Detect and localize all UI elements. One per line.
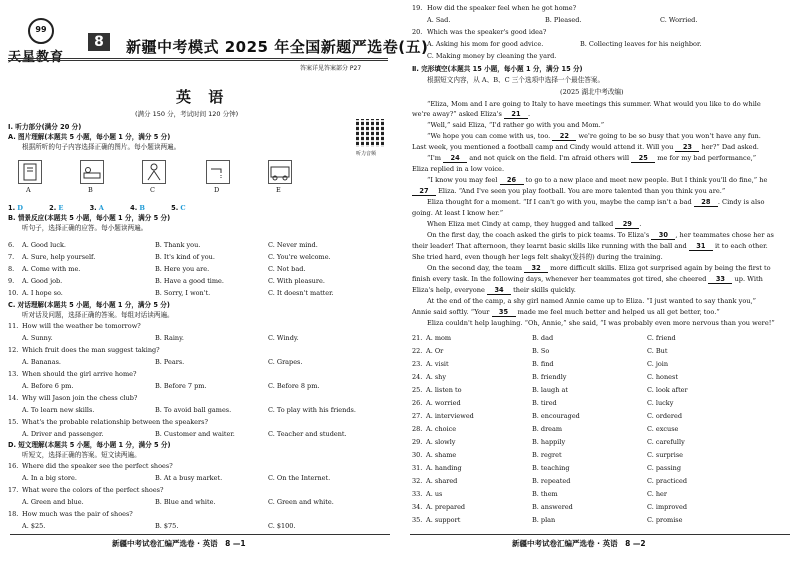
- right-column: [400, 0, 800, 569]
- passage-line: Eliza replied in a low voice.: [412, 165, 505, 173]
- option-a: A. In a big store.: [22, 474, 77, 482]
- option-a: A. slowly: [426, 438, 456, 446]
- option-b: B. At a busy market.: [155, 474, 223, 482]
- option-a: A. support: [426, 516, 461, 524]
- option-c: C. lucky: [647, 399, 674, 407]
- passage-text: up. With: [732, 275, 763, 283]
- option-c: C. Before 8 pm.: [268, 382, 320, 390]
- option-a: A. Sure, help yourself.: [22, 253, 96, 261]
- option-a: A. Driver and passenger.: [22, 430, 104, 438]
- option-a: A. Green and blue.: [22, 498, 84, 506]
- option-c: C. carefully: [647, 438, 685, 446]
- sectionB-instruction: 听句子，选择正确的应答。每小题读两遍。: [22, 224, 148, 232]
- q2-number: 2.: [49, 204, 57, 212]
- sectionA-instruction: 根据所听的句子内容选择正确的图片。每小题读两遍。: [22, 143, 181, 151]
- option-a: A. mom: [426, 334, 452, 342]
- option-a: A. visit: [426, 360, 449, 368]
- blank-28[interactable]: 28: [694, 198, 718, 207]
- option-a: A. Good job.: [22, 277, 63, 285]
- option-a: A. handing: [426, 464, 462, 472]
- option-a: A. Sunny.: [22, 334, 53, 342]
- right-footer: 新疆中考试卷汇编严选卷 · 英语 8 —2: [512, 539, 646, 548]
- passage-text: , her teammates chose her as: [675, 231, 774, 239]
- blank-31[interactable]: 31: [689, 242, 713, 251]
- footer-divider: [10, 534, 390, 535]
- option-a: A. choice: [426, 425, 457, 433]
- item-number: 33.: [412, 490, 423, 498]
- item-number: 24.: [412, 373, 423, 381]
- option-b: B. Pleased.: [545, 16, 582, 24]
- item-number: 30.: [412, 451, 423, 459]
- q3-number: 3.: [89, 204, 97, 212]
- passage-text: to go to a new place and meet new people. But I think you'll do fine,” he: [523, 176, 768, 184]
- picture-bus-icon: [268, 160, 292, 184]
- option-b: B. Rainy.: [155, 334, 184, 342]
- blank-32[interactable]: 32: [524, 264, 548, 273]
- option-a: A. Before 6 pm.: [22, 382, 74, 390]
- passage-line: “Eliza, Mom and I are going to Italy to have meetings this summer. What would you like to do while: [427, 100, 761, 108]
- option-c: C. Grapes.: [268, 358, 303, 366]
- option-c: C. It doesn't matter.: [268, 289, 334, 297]
- option-b: B. Blue and white.: [155, 498, 216, 506]
- item-number: 34.: [412, 503, 423, 511]
- passage-line: At the end of the camp, a shy girl named Annie came up to Eliza. “I just wanted to say thank you,”: [427, 297, 757, 305]
- passage-text: made me feel much better and helped us all get better, too.”: [515, 308, 720, 316]
- passage-text: On the second day, the team: [427, 264, 525, 272]
- item-question: When should the girl arrive home?: [22, 370, 137, 378]
- option-b: B. Collecting leaves for his neighbor.: [580, 40, 702, 48]
- passage-text: Last week, you mentioned a football camp and Cindy would attend it. Will you: [412, 143, 676, 151]
- item-number: 17.: [8, 486, 19, 494]
- item-number: 32.: [412, 477, 423, 485]
- sectionD-instruction: 听短文，选择正确的答案。短文读两遍。: [22, 451, 141, 459]
- part2-heading: Ⅱ. 完形填空(本题共 15 小题，每小题 1 分，满分 15 分): [412, 65, 583, 73]
- item-number: 31.: [412, 464, 423, 472]
- option-b: B. encouraged: [532, 412, 580, 420]
- option-b: B. laugh at: [532, 386, 568, 394]
- picture-sleeping-icon: [80, 160, 104, 184]
- option-b: B. Thank you.: [155, 241, 201, 249]
- item-number: 7.: [8, 253, 15, 261]
- item-number: 9.: [8, 277, 15, 285]
- option-a: A. prepared: [426, 503, 466, 511]
- blank-25[interactable]: 25: [631, 154, 655, 163]
- item-number: 23.: [412, 360, 423, 368]
- picture-label: D: [214, 186, 220, 194]
- item-question: What's the probable relationship between the speakers?: [22, 418, 208, 426]
- passage-text: Annie said softly. “Your: [412, 308, 492, 316]
- option-c: C. passing: [647, 464, 682, 472]
- item-number: 27.: [412, 412, 423, 420]
- q2-answer: E: [58, 204, 64, 212]
- passage-text: and not quick on the field. I'm afraid others will: [467, 154, 632, 162]
- option-c: C. promise: [647, 516, 683, 524]
- exam-info: (满分 150 分，考试时间 120 分钟): [135, 110, 239, 118]
- blank-24[interactable]: 24: [443, 154, 467, 163]
- option-b: B. find: [532, 360, 554, 368]
- option-c: C. Windy.: [268, 334, 299, 342]
- passage-text: “I'm: [427, 154, 444, 162]
- option-b: B. Before 7 pm.: [155, 382, 207, 390]
- option-c: C. honest: [647, 373, 678, 381]
- item-number: 26.: [412, 399, 423, 407]
- option-c: C. her: [647, 490, 668, 498]
- option-c: C. excuse: [647, 425, 679, 433]
- item-number: 10.: [8, 289, 19, 297]
- blank-26[interactable]: 26: [500, 176, 524, 185]
- item-number: 35.: [412, 516, 423, 524]
- item-question: Where did the speaker see the perfect shoes?: [22, 462, 173, 470]
- blank-29[interactable]: 29: [615, 220, 639, 229]
- option-c: C. Worried.: [660, 16, 698, 24]
- passage-text: “I know you may feel: [427, 176, 500, 184]
- picture-label: B: [88, 186, 93, 194]
- option-b: B. regret: [532, 451, 562, 459]
- answer-note: 答案详见答案部分 P27: [300, 65, 362, 72]
- passage-text: their skills quickly.: [511, 286, 576, 294]
- sectionA-heading: A. 图片理解(本题共 5 小题，每小题 1 分，满分 5 分): [8, 133, 171, 141]
- passage-line: [427, 132, 761, 141]
- option-c: C. Not bad.: [268, 265, 306, 273]
- qr-label: 听力音频: [356, 151, 377, 157]
- option-a: A. interviewed: [426, 412, 474, 420]
- passage-line: going. At least I know her.”: [412, 209, 504, 217]
- option-a: A. I hope so.: [22, 289, 63, 297]
- item-number: 14.: [8, 394, 19, 402]
- title-divider-thin: [8, 60, 388, 61]
- passage-line: [427, 154, 756, 163]
- item-question: What were the colors of the perfect shoes?: [22, 486, 164, 494]
- passage-line: [412, 308, 720, 317]
- passage-text: their leader! That afternoon, they learnt basic skills like running with the ball and: [412, 242, 689, 250]
- option-b: B. answered: [532, 503, 573, 511]
- passage-line: [412, 286, 576, 295]
- part1-heading: Ⅰ. 听力部分(满分 20 分): [8, 123, 82, 131]
- picture-reading-icon: [142, 160, 166, 184]
- item-number: 25.: [412, 386, 423, 394]
- item-number: 13.: [8, 370, 19, 378]
- item-number: 16.: [8, 462, 19, 470]
- passage-text: On the first day, the coach asked the girls to pick teams. To Eliza's: [427, 231, 652, 239]
- option-c: C. On the Internet.: [268, 474, 331, 482]
- passage-line: Eliza couldn't help laughing. “Oh, Annie,” she said, “I was probably even more nervous than you were!”: [427, 319, 775, 327]
- blank-23[interactable]: 23: [675, 143, 699, 152]
- passage-text: we're away?” asked Eliza's: [412, 110, 505, 118]
- picture-tap-icon: [206, 160, 230, 184]
- option-b: B. friendly: [532, 373, 567, 381]
- passage-text: we're going to be so busy that you won't have any fun.: [576, 132, 761, 140]
- item-number: 15.: [8, 418, 19, 426]
- option-c: C. look after: [647, 386, 688, 394]
- passage-line: [412, 143, 759, 152]
- option-b: B. To avoid ball games.: [155, 406, 232, 414]
- q1-answer: D: [17, 204, 23, 212]
- picture-label: E: [276, 186, 281, 194]
- option-c: C. You're welcome.: [268, 253, 331, 261]
- qr-code-pattern: [356, 119, 384, 147]
- option-a: A. Come with me.: [22, 265, 81, 273]
- option-a: A. us: [426, 490, 443, 498]
- q5-number: 5.: [171, 204, 179, 212]
- item-number: 20.: [412, 28, 423, 36]
- item-question: How much was the pair of shoes?: [22, 510, 133, 518]
- passage-text: Eliza. “And I've seen you play football. You are more talented than you think you are.”: [436, 187, 726, 195]
- sectionB-heading: B. 情景反应(本题共 5 小题，每小题 1 分，满分 5 分): [8, 214, 171, 222]
- sectionD-heading: D. 短文理解(本题共 5 小题，每小题 1 分，满分 5 分): [8, 441, 171, 449]
- picture-book-icon: [18, 160, 42, 184]
- passage-text: her?” Dad asked.: [699, 143, 759, 151]
- option-b: B. $75.: [155, 522, 179, 530]
- item-question: Which fruit does the man suggest taking?: [22, 346, 160, 354]
- blank-33[interactable]: 33: [708, 275, 732, 284]
- option-a: A. Bananas.: [22, 358, 62, 366]
- passage-text: Eliza thought for a moment. “If I can't go with you, maybe the camp isn't a bad: [427, 198, 694, 206]
- brand-badge-icon: 99: [28, 18, 54, 44]
- title-divider: [8, 58, 388, 59]
- option-b: B. Pears.: [155, 358, 185, 366]
- passage-text: Eliza's help, everyone: [412, 286, 488, 294]
- option-c: C. surprise: [647, 451, 684, 459]
- passage-line: [427, 220, 641, 229]
- option-a: A. Good luck.: [22, 241, 66, 249]
- item-number: 12.: [8, 346, 19, 354]
- option-b: B. Sorry, I won't.: [155, 289, 211, 297]
- passage-text: it to each other.: [712, 242, 768, 250]
- option-b: B. them: [532, 490, 558, 498]
- option-a: A. shared: [426, 477, 458, 485]
- footer-divider: [410, 534, 790, 535]
- left-footer: 新疆中考试卷汇编严选卷 · 英语 8 —1: [112, 539, 246, 548]
- item-question: How will the weather be tomorrow?: [22, 322, 141, 330]
- option-c: C. ordered: [647, 412, 683, 420]
- option-a: A. Asking his mom for good advice.: [427, 40, 544, 48]
- item-number: 11.: [8, 322, 19, 330]
- passage-line: [427, 231, 774, 240]
- part2-instruction: 根据短文内容，从 A、B、C 三个选项中选择一个最佳答案。: [427, 76, 605, 84]
- option-b: B. Have a good time.: [155, 277, 224, 285]
- passage-line: [427, 198, 764, 207]
- item-number: 21.: [412, 334, 423, 342]
- subject-title: 英 语: [176, 88, 230, 106]
- passage-text: finish every task. In the following days, whenever her teammates got tired, she cheered: [412, 275, 709, 283]
- blank-30[interactable]: 30: [651, 231, 675, 240]
- sectionC-instruction: 听对话及问题，选择正确的答案。每组对话读两遍。: [22, 311, 174, 319]
- q4-answer: B: [139, 204, 145, 212]
- source-note: (2025 湖北中考改编): [560, 88, 624, 96]
- blank-22[interactable]: 22: [552, 132, 576, 141]
- item-number: 22.: [412, 347, 423, 355]
- page-title: 新疆中考模式 2025 年全国新题严选卷(五): [126, 38, 429, 56]
- option-a: A. $25.: [22, 522, 46, 530]
- q1-number: 1.: [8, 204, 16, 212]
- passage-line: [412, 110, 530, 119]
- option-c: C. Never mind.: [268, 241, 318, 249]
- picture-label: C: [150, 186, 155, 194]
- paper-number: 8: [88, 33, 110, 51]
- option-b: B. So: [532, 347, 550, 355]
- item-number: 8.: [8, 265, 15, 273]
- option-c: C. Teacher and student.: [268, 430, 347, 438]
- brand-name: [8, 46, 64, 65]
- option-a: A. shame: [426, 451, 457, 459]
- option-a: A. listen to: [426, 386, 462, 394]
- item-question: How did the speaker feel when he got home?: [427, 4, 577, 12]
- blank-34[interactable]: 34: [487, 286, 511, 295]
- q5-answer: C: [180, 204, 186, 212]
- option-b: B. dream: [532, 425, 563, 433]
- option-a: A. Sad.: [427, 16, 451, 24]
- option-c: C. friend: [647, 334, 676, 342]
- option-b: B. happily: [532, 438, 566, 446]
- passage-text: me for my bad performance,”: [655, 154, 757, 162]
- passage-text: “We hope you can come with us, too.: [427, 132, 553, 140]
- q3-answer: A: [98, 204, 104, 212]
- option-c: C. Making money by cleaning the yard.: [427, 52, 557, 60]
- picture-options: [16, 160, 316, 194]
- option-a: A. worried: [426, 399, 461, 407]
- option-b: B. dad: [532, 334, 554, 342]
- item-number: 6.: [8, 241, 15, 249]
- option-a: A. Or: [426, 347, 444, 355]
- option-b: B. Here you are.: [155, 265, 210, 273]
- item-number: 18.: [8, 510, 19, 518]
- option-c: C. practiced: [647, 477, 687, 485]
- passage-line: [412, 275, 763, 284]
- passage-line: [427, 176, 767, 185]
- item-number: 29.: [412, 438, 423, 446]
- item-question: Why will Jason join the chess club?: [22, 394, 138, 402]
- option-b: B. teaching: [532, 464, 570, 472]
- option-c: C. But: [647, 347, 668, 355]
- option-b: B. Customer and waiter.: [155, 430, 235, 438]
- passage-text: When Eliza met Cindy at camp, they hugged and talked: [427, 220, 616, 228]
- passage-text: more difficult skills. Eliza got surprised again by being the first to: [548, 264, 771, 272]
- option-c: C. $100.: [268, 522, 296, 530]
- passage-line: [427, 264, 771, 273]
- option-c: C. join: [647, 360, 669, 368]
- picture-label: A: [26, 186, 31, 194]
- passage-line: [412, 242, 768, 251]
- passage-line: She tried hard, even though her legs felt shaky(发抖的) during the training.: [412, 253, 663, 261]
- option-a: A. shy: [426, 373, 447, 381]
- item-number: 19.: [412, 4, 423, 12]
- option-c: C. Green and white.: [268, 498, 334, 506]
- option-b: B. tired: [532, 399, 557, 407]
- item-number: 28.: [412, 425, 423, 433]
- option-c: C. To play with his friends.: [268, 406, 356, 414]
- option-a: A. To learn new skills.: [22, 406, 95, 414]
- passage-line: [412, 187, 725, 196]
- blank-27[interactable]: 27: [412, 187, 436, 196]
- blank-21[interactable]: 21: [504, 110, 528, 119]
- sectionC-heading: C. 对话理解(本题共 5 小题，每小题 1 分，满分 5 分): [8, 301, 170, 309]
- option-b: B. repeated: [532, 477, 571, 485]
- passage-line: “Well,” said Eliza, “I'd rather go with you and Mom.”: [427, 121, 605, 129]
- q4-number: 4.: [130, 204, 138, 212]
- passage-text: . Cindy is also: [717, 198, 765, 206]
- option-b: B. plan: [532, 516, 556, 524]
- answer-row: [8, 204, 186, 212]
- option-c: C. With pleasure.: [268, 277, 325, 285]
- blank-35[interactable]: 35: [492, 308, 516, 317]
- passage-text: .: [528, 110, 531, 118]
- passage-text: .: [639, 220, 642, 228]
- option-b: B. It's kind of you.: [155, 253, 215, 261]
- option-c: C. improved: [647, 503, 687, 511]
- item-question: Which was the speaker's good idea?: [427, 28, 547, 36]
